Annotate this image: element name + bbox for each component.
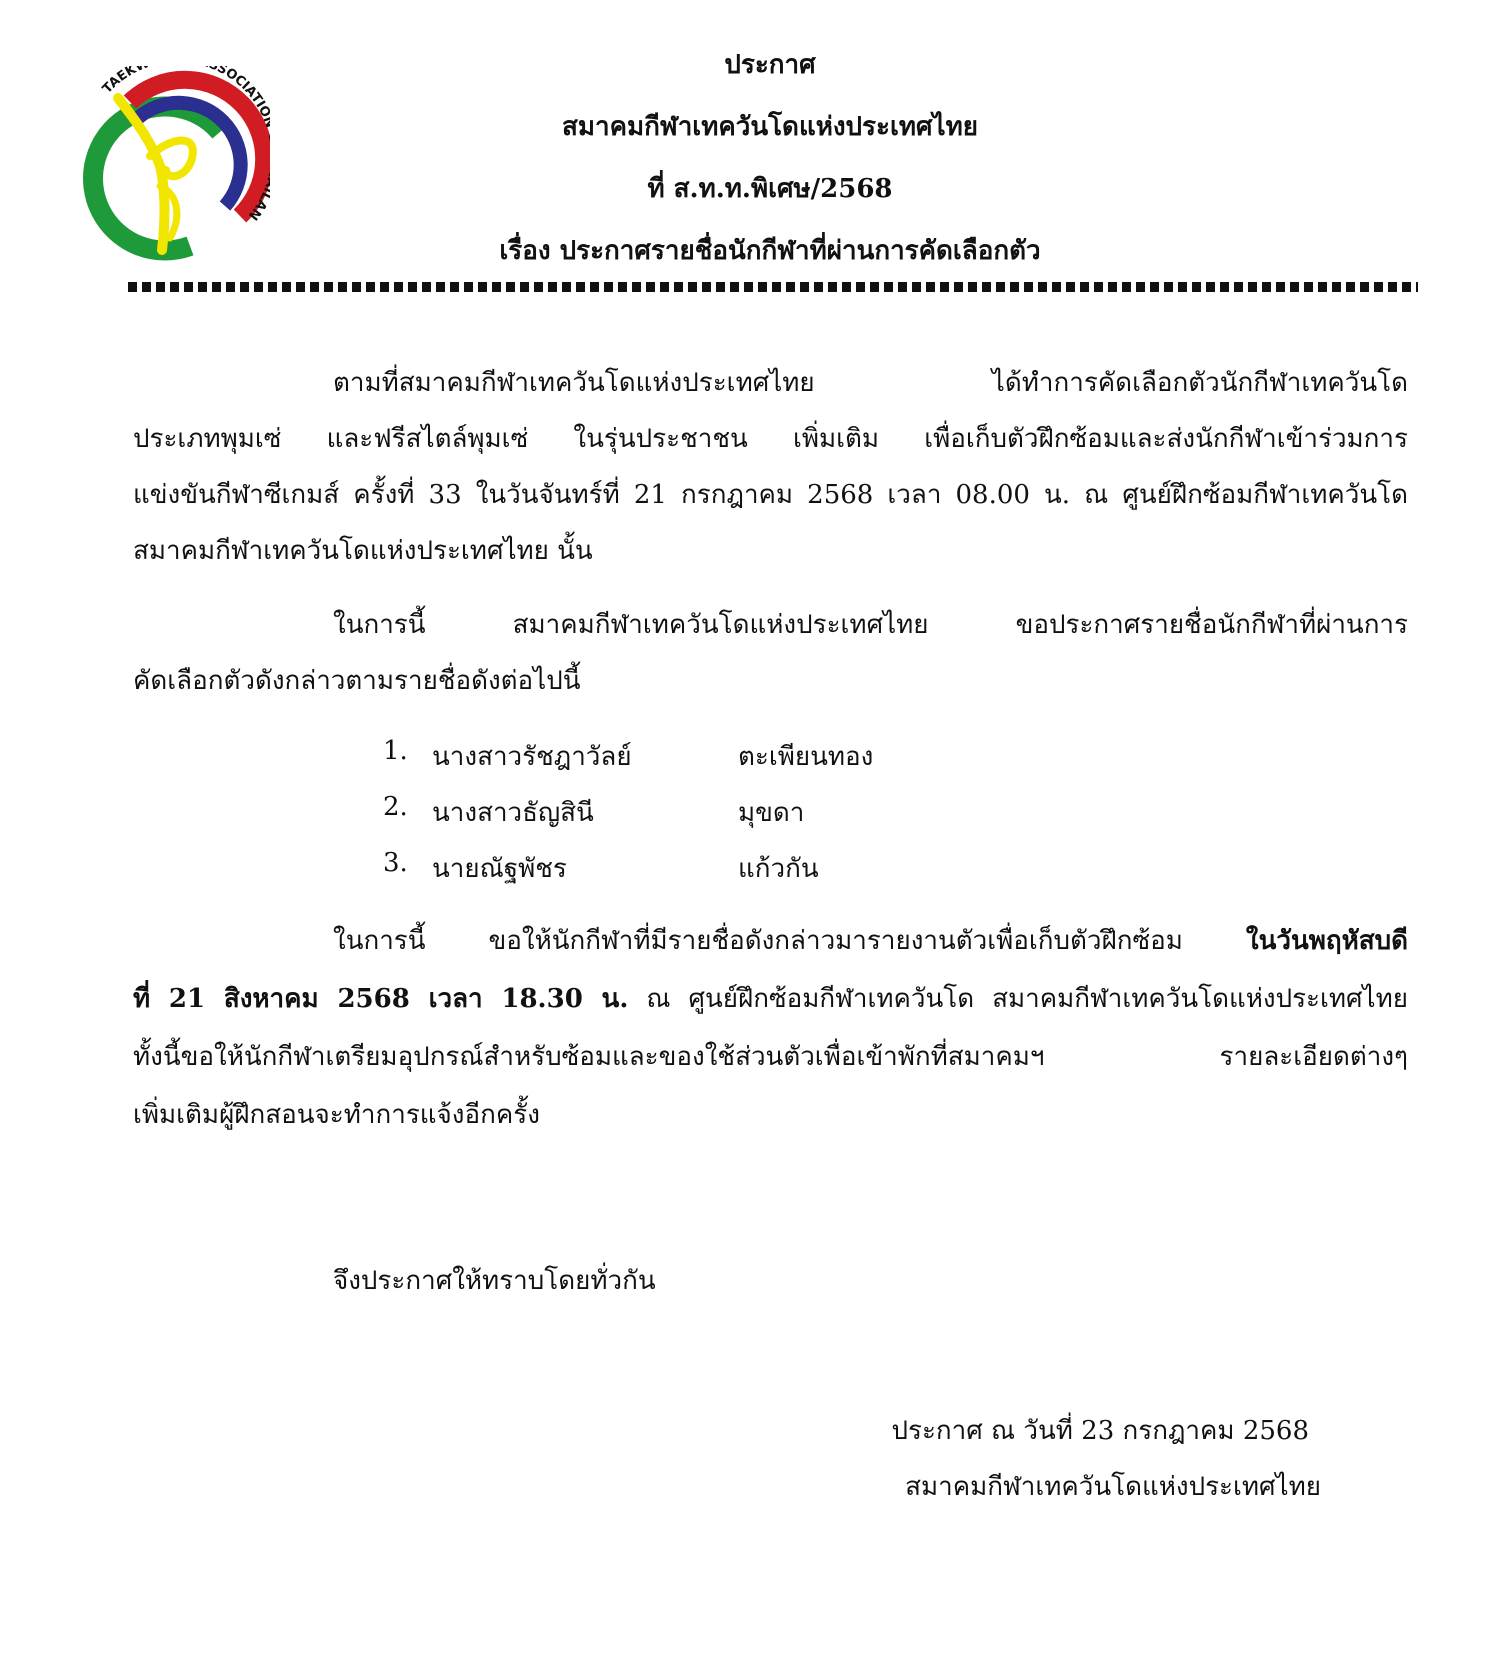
para3-line: เพิ่มเติมผู้ฝึกสอนจะทำการแจ้งอีกครั้ง [133, 1100, 540, 1130]
taekwondo-association-logo [70, 66, 270, 266]
athlete-first-name: นางสาวธัญสินี [432, 798, 594, 828]
para3-bold-date: ที่ 21 สิงหาคม 2568 เวลา 18.30 น. [133, 984, 629, 1014]
para1-line: ประเภทพุมเซ่ และฟรีสไตล์พุมเซ่ ในรุ่นประชาชน เพิ่มเติม เพื่อเก็บตัวฝึกซ้อมและส่งนักกีฬาเข้าร่วมการ [133, 424, 1408, 454]
athlete-last-name: ตะเพียนทอง [738, 742, 874, 772]
list-number: 2. [383, 792, 408, 822]
logo-text: TAEK SOCIATI AN [99, 66, 270, 223]
athlete-first-name: นายณัฐพัชร [432, 854, 567, 884]
subject-line: เรื่อง ประกาศรายชื่อนักกีฬาที่ผ่านการคัดเลือกตัว [499, 236, 1041, 266]
para3-line [333, 920, 1408, 961]
para3-line: ทั้งนี้ขอให้นักกีฬาเตรียมอุปกรณ์สำหรับซ้อมและของใช้ส่วนตัวเพื่อเข้าพักที่สมาคมฯ รายละเอียดต่างๆ [133, 1042, 1408, 1072]
para1-line: แข่งขันกีฬาซีเกมส์ ครั้งที่ 33 ในวันจันทร์ที่ 21 กรกฎาคม 2568 เวลา 08.00 น. ณ ศูนย์ฝึกซ้อมกีฬาเทควันโด [133, 480, 1408, 510]
dotted-divider [128, 282, 1418, 292]
para1-line: สมาคมกีฬาเทควันโดแห่งประเทศไทย นั้น [133, 536, 593, 566]
para1-line: ตามที่สมาคมกีฬาเทควันโดแห่งประเทศไทย ได้ทำการคัดเลือกตัวนักกีฬาเทควันโด [333, 368, 1408, 398]
list-number: 3. [383, 848, 408, 878]
announcement-title: ประกาศ [724, 50, 816, 80]
para3-line [133, 978, 1408, 1019]
organization-name: สมาคมกีฬาเทควันโดแห่งประเทศไทย [562, 112, 978, 142]
closing-statement: จึงประกาศให้ทราบโดยทั่วกัน [333, 1266, 656, 1296]
athlete-last-name: มุขดา [738, 798, 805, 828]
para3-normal-text: ในการนี้ ขอให้นักกีฬาที่มีรายชื่อดังกล่าวมารายงานตัวเพื่อเก็บตัวฝึกซ้อม [333, 926, 1246, 956]
athlete-last-name: แก้วกัน [738, 854, 819, 884]
para2-line: ในการนี้ สมาคมกีฬาเทควันโดแห่งประเทศไทย ขอประกาศรายชื่อนักกีฬาที่ผ่านการ [333, 610, 1408, 640]
list-number: 1. [383, 736, 408, 766]
signature-organization: สมาคมกีฬาเทควันโดแห่งประเทศไทย [905, 1472, 1321, 1502]
announcement-date: ประกาศ ณ วันที่ 23 กรกฎาคม 2568 [891, 1416, 1309, 1446]
reference-number: ที่ ส.ท.ท.พิเศษ/2568 [647, 174, 893, 204]
athlete-first-name: นางสาวรัชฎาวัลย์ [432, 742, 632, 772]
para2-line: คัดเลือกตัวดังกล่าวตามรายชื่อดังต่อไปนี้ [133, 666, 581, 696]
para3-normal-text: ณ ศูนย์ฝึกซ้อมกีฬาเทควันโด สมาคมกีฬาเทควันโดแห่งประเทศไทย [628, 984, 1408, 1014]
para3-bold-date: ในวันพฤหัสบดี [1245, 926, 1408, 956]
